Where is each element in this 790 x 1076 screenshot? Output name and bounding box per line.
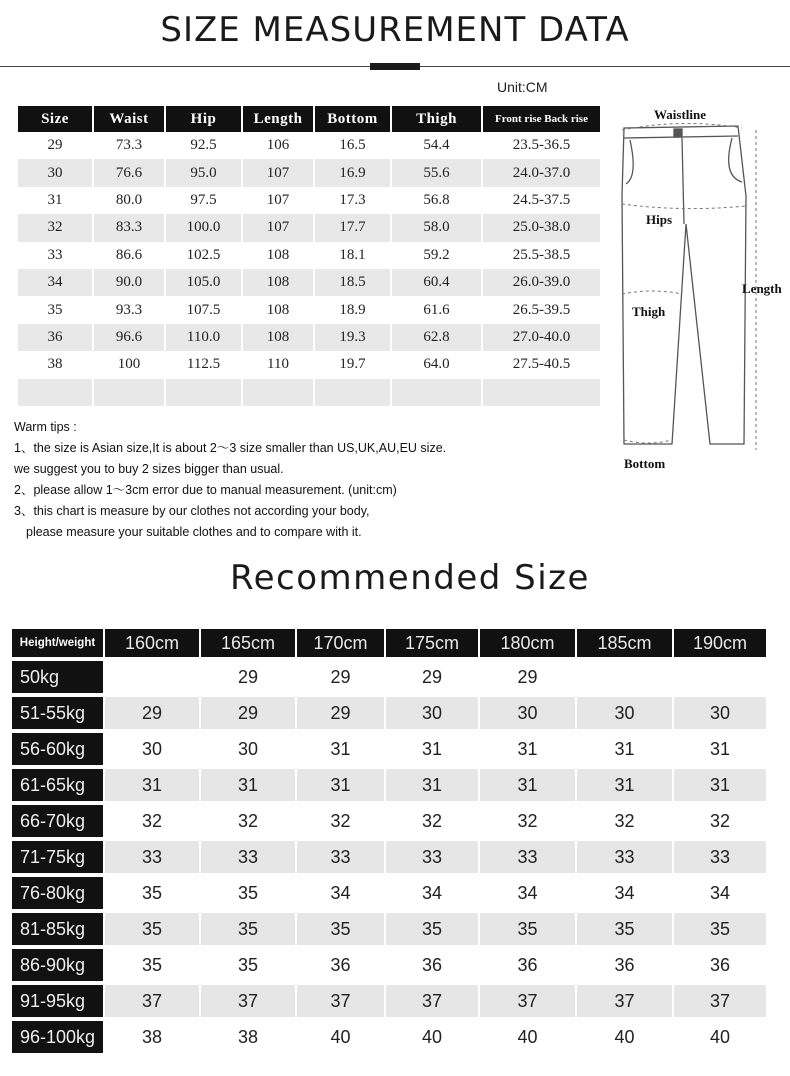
size-cell: 29 — [201, 697, 295, 729]
size-cell: 36 — [517, 954, 538, 975]
size-cell: 29 — [297, 697, 384, 729]
col-header: Bottom — [315, 106, 390, 132]
table-cell: 107.5 — [186, 301, 221, 318]
table-cell: 34 — [18, 269, 92, 296]
size-cell: 31 — [614, 738, 635, 759]
size-cell: 31 — [386, 769, 478, 801]
table-cell: 29 — [47, 137, 63, 154]
size-cell: 40 — [421, 1026, 443, 1047]
size-cell: 30 — [577, 697, 672, 729]
col-header: Size — [18, 106, 92, 132]
recommended-header-row — [12, 629, 766, 657]
table-cell — [166, 379, 241, 406]
height-header: 190cm — [674, 629, 766, 657]
table-cell: 54.4 — [423, 137, 450, 154]
table-row — [12, 697, 766, 729]
table-row — [12, 877, 766, 909]
size-cell: 37 — [386, 985, 478, 1017]
size-cell: 35 — [386, 913, 478, 945]
table-cell: 23.5-36.5 — [512, 137, 571, 154]
table-cell: 26.5-39.5 — [512, 301, 571, 318]
size-cell: 34 — [614, 882, 635, 903]
size-cell: 37 — [674, 985, 766, 1017]
table-cell: 110 — [267, 356, 289, 373]
size-cell: 29 — [517, 666, 538, 687]
table-row — [18, 269, 600, 296]
size-cell: 30 — [141, 738, 163, 759]
measurement-table — [16, 106, 602, 406]
table-cell: 97.5 — [190, 191, 217, 208]
table-cell: 16.5 — [339, 137, 366, 154]
tip-line: we suggest you to buy 2 sizes bigger than usual. — [14, 462, 284, 476]
size-cell: 35 — [577, 913, 672, 945]
table-cell: 93.3 — [115, 301, 143, 318]
table-cell: 100.0 — [166, 214, 241, 241]
size-cell: 31 — [297, 769, 384, 801]
size-cell: 35 — [201, 913, 295, 945]
table-cell: 108 — [243, 269, 313, 296]
col-header: Length — [243, 106, 313, 132]
tip-line: 1、the size is Asian size,It is about 2～3 size smaller than US,UK,AU,EU size. — [14, 441, 447, 455]
size-cell: 35 — [141, 954, 163, 975]
col-header: Waist — [94, 106, 164, 132]
page-title: SIZE MEASUREMENT DATA — [160, 10, 630, 50]
table-cell: 35 — [47, 301, 63, 318]
table-cell: 106 — [266, 137, 290, 154]
table-cell: 17.3 — [339, 191, 366, 208]
table-row — [12, 913, 766, 945]
size-cell — [105, 661, 199, 693]
size-cell: 31 — [480, 769, 575, 801]
table-cell: 19.7 — [339, 356, 366, 373]
table-cell: 107 — [266, 191, 290, 208]
table-cell: 83.3 — [94, 214, 164, 241]
size-cell: 40 — [517, 1026, 538, 1047]
size-cell — [674, 661, 766, 693]
size-cell: 34 — [421, 882, 443, 903]
size-cell: 36 — [421, 954, 443, 975]
col-header: Hip — [166, 106, 241, 132]
tips-heading: Warm tips : — [14, 420, 77, 434]
table-row — [12, 661, 766, 693]
size-cell: 30 — [237, 738, 259, 759]
size-cell: 33 — [480, 841, 575, 873]
size-cell: 35 — [141, 882, 163, 903]
table-cell: 107 — [243, 214, 313, 241]
table-cell: 95.0 — [166, 159, 241, 186]
table-cell: 31 — [47, 191, 63, 208]
size-cell: 35 — [105, 913, 199, 945]
weight-label: 66-70kg — [12, 805, 103, 837]
size-cell: 32 — [421, 810, 443, 831]
size-cell: 32 — [330, 810, 351, 831]
size-cell: 31 — [105, 769, 199, 801]
table-cell: 92.5 — [190, 137, 217, 154]
size-cell: 32 — [517, 810, 538, 831]
tip-line: please measure your suitable clothes and to compare with it. — [26, 525, 362, 539]
table-cell: 26.0-39.0 — [483, 269, 600, 296]
height-header: 170cm — [297, 629, 384, 657]
table-cell: 30 — [18, 159, 92, 186]
table-row — [18, 132, 600, 159]
size-cell: 29 — [421, 666, 443, 687]
table-row — [12, 1021, 766, 1053]
col-header: Thigh — [392, 106, 481, 132]
table-cell: 96.6 — [94, 324, 164, 351]
bottom-label: Bottom — [624, 456, 666, 471]
table-cell: 105.0 — [166, 269, 241, 296]
measurement-header-row — [18, 106, 600, 132]
height-header: 185cm — [577, 629, 672, 657]
recommended-size-table — [10, 625, 768, 1057]
table-cell: 110.0 — [166, 324, 241, 351]
table-row — [12, 733, 766, 765]
table-row — [18, 242, 600, 269]
weight-label: 56-60kg — [12, 733, 103, 765]
weight-label: 61-65kg — [12, 769, 103, 801]
size-cell: 37 — [577, 985, 672, 1017]
height-header: 165cm — [201, 629, 295, 657]
size-cell: 36 — [330, 954, 351, 975]
size-cell: 31 — [517, 738, 538, 759]
table-cell — [18, 379, 92, 406]
table-cell: 19.3 — [315, 324, 390, 351]
size-cell: 37 — [201, 985, 295, 1017]
size-cell: 38 — [141, 1026, 163, 1047]
table-cell: 58.0 — [392, 214, 481, 241]
weight-label: 91-95kg — [12, 985, 103, 1017]
size-cell: 31 — [201, 769, 295, 801]
table-row — [12, 805, 766, 837]
table-cell: 38 — [47, 356, 63, 373]
table-cell: 27.0-40.0 — [483, 324, 600, 351]
table-cell: 18.9 — [339, 301, 366, 318]
size-cell: 30 — [386, 697, 478, 729]
table-cell — [94, 379, 164, 406]
tip-line: 2、please allow 1～3cm error due to manual measurement. (unit:cm) — [14, 483, 397, 497]
size-cell: 30 — [674, 697, 766, 729]
table-cell: 102.5 — [186, 246, 221, 263]
size-cell: 40 — [330, 1026, 351, 1047]
pants-diagram — [612, 104, 790, 476]
size-cell: 40 — [614, 1026, 635, 1047]
table-cell: 33 — [47, 246, 63, 263]
size-cell: 36 — [614, 954, 635, 975]
weight-label: 71-75kg — [12, 841, 103, 873]
table-cell: 108 — [243, 324, 313, 351]
size-cell: 35 — [237, 954, 259, 975]
size-cell: 33 — [577, 841, 672, 873]
table-cell: 108 — [266, 301, 290, 318]
size-cell: 36 — [709, 954, 731, 975]
height-header: 175cm — [386, 629, 478, 657]
size-cell: 29 — [237, 666, 259, 687]
table-cell: 24.0-37.0 — [483, 159, 600, 186]
table-cell: 32 — [18, 214, 92, 241]
table-cell — [243, 379, 313, 406]
size-cell: 31 — [421, 738, 443, 759]
table-cell: 62.8 — [392, 324, 481, 351]
table-cell: 64.0 — [423, 356, 450, 373]
size-cell: 31 — [709, 738, 731, 759]
size-cell: 40 — [709, 1026, 731, 1047]
table-cell — [392, 379, 481, 406]
size-cell: 31 — [577, 769, 672, 801]
weight-label: 76-80kg — [12, 877, 103, 909]
size-cell: 35 — [480, 913, 575, 945]
table-cell: 60.4 — [392, 269, 481, 296]
corner-header: Height/weight — [12, 629, 103, 657]
size-cell: 29 — [330, 666, 351, 687]
tip-line: 3、this chart is measure by our clothes not according your body, — [14, 504, 370, 518]
table-row — [12, 949, 766, 981]
size-cell: 33 — [674, 841, 766, 873]
table-row — [18, 159, 600, 186]
table-row — [18, 214, 600, 241]
table-cell — [315, 379, 390, 406]
size-cell: 35 — [237, 882, 259, 903]
table-cell: 100 — [117, 356, 141, 373]
size-cell: 33 — [105, 841, 199, 873]
weight-label: 51-55kg — [12, 697, 103, 729]
weight-label: 81-85kg — [12, 913, 103, 945]
size-cell: 32 — [141, 810, 163, 831]
height-header: 160cm — [105, 629, 199, 657]
size-cell: 31 — [330, 738, 351, 759]
size-cell: 33 — [201, 841, 295, 873]
table-cell: 16.9 — [315, 159, 390, 186]
length-label: Length — [742, 281, 782, 296]
table-row — [18, 324, 600, 351]
size-cell — [577, 661, 672, 693]
size-cell: 31 — [674, 769, 766, 801]
size-cell: 38 — [237, 1026, 259, 1047]
table-row — [18, 187, 600, 214]
size-cell: 37 — [297, 985, 384, 1017]
recommended-title: Recommended Size — [230, 558, 590, 598]
size-cell: 33 — [386, 841, 478, 873]
weight-label: 96-100kg — [12, 1021, 103, 1053]
waistline-label: Waistline — [654, 107, 707, 122]
size-cell: 29 — [105, 697, 199, 729]
table-row — [18, 296, 600, 323]
table-cell: 61.6 — [423, 301, 450, 318]
table-cell: 18.1 — [339, 246, 366, 263]
height-header: 180cm — [480, 629, 575, 657]
size-cell: 32 — [237, 810, 259, 831]
size-cell: 37 — [105, 985, 199, 1017]
size-cell: 35 — [674, 913, 766, 945]
table-cell: 73.3 — [115, 137, 143, 154]
table-cell: 80.0 — [115, 191, 143, 208]
table-cell: 108 — [266, 246, 290, 263]
table-cell: 59.2 — [423, 246, 450, 263]
table-cell: 25.0-38.0 — [483, 214, 600, 241]
table-cell: 90.0 — [94, 269, 164, 296]
table-cell: 25.5-38.5 — [512, 246, 571, 263]
thigh-label: Thigh — [632, 304, 666, 319]
size-cell: 34 — [517, 882, 538, 903]
table-row — [12, 769, 766, 801]
size-cell: 35 — [297, 913, 384, 945]
table-row — [18, 351, 600, 378]
size-cell: 34 — [709, 882, 731, 903]
col-header: Front rise Back rise — [483, 106, 600, 132]
table-cell: 86.6 — [115, 246, 143, 263]
size-cell: 33 — [297, 841, 384, 873]
table-cell: 76.6 — [94, 159, 164, 186]
size-cell: 32 — [614, 810, 635, 831]
table-cell: 107 — [243, 159, 313, 186]
unit-label: Unit:CM — [497, 79, 548, 95]
table-cell: 55.6 — [392, 159, 481, 186]
table-cell: 18.5 — [315, 269, 390, 296]
table-row — [12, 985, 766, 1017]
size-cell: 32 — [709, 810, 731, 831]
table-row — [12, 841, 766, 873]
table-cell: 112.5 — [186, 356, 221, 373]
table-cell: 24.5-37.5 — [512, 191, 571, 208]
table-cell — [483, 379, 600, 406]
warm-tips — [14, 417, 446, 543]
weight-label: 86-90kg — [12, 949, 103, 981]
hips-label: Hips — [646, 212, 673, 227]
size-cell: 34 — [330, 882, 351, 903]
table-cell: 27.5-40.5 — [512, 356, 571, 373]
size-cell: 30 — [480, 697, 575, 729]
weight-label: 50kg — [12, 661, 103, 693]
table-cell: 36 — [18, 324, 92, 351]
empty-row — [18, 379, 600, 406]
table-cell: 56.8 — [423, 191, 450, 208]
table-cell: 17.7 — [315, 214, 390, 241]
size-cell: 37 — [480, 985, 575, 1017]
title-accent-bar — [370, 63, 420, 70]
